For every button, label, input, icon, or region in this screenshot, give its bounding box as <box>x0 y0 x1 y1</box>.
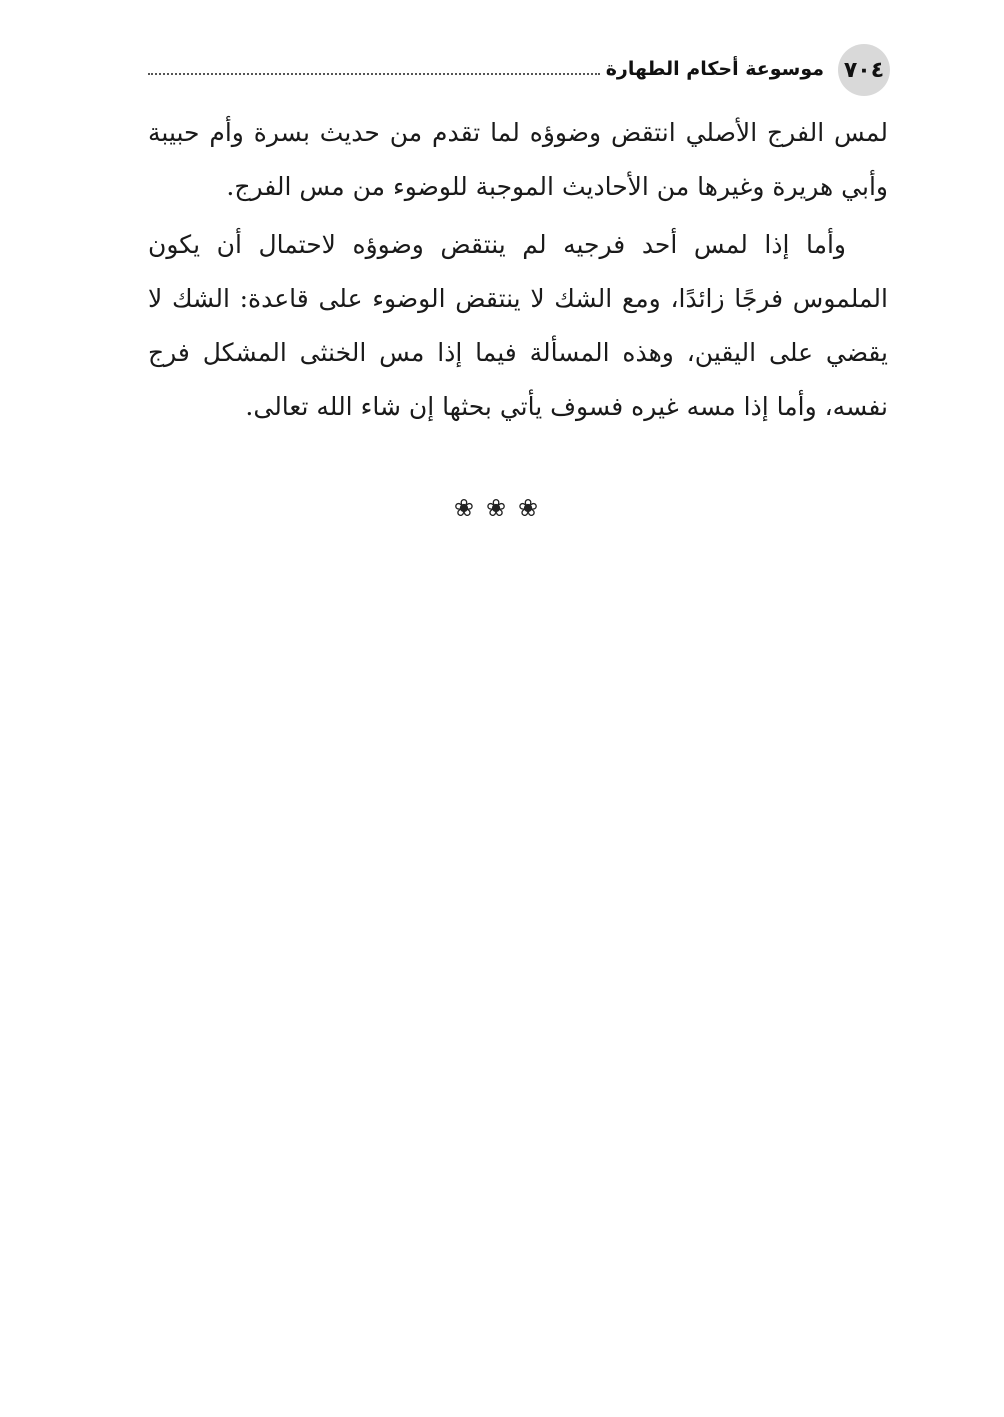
page-number: ٧٠٤ <box>843 57 885 83</box>
page-header <box>148 44 890 96</box>
header-rule <box>148 58 830 80</box>
paragraph-2: وأما إذا لمس أحد فرجيه لم ينتقض وضوؤه لاحتمال أن يكون الملموس فرجًا زائدًا، ومع الشك لا ينتقض الوضوء على قاعدة: الشك لا يقضي على اليقين، وهذه المسألة فيما إذا مس الخنثى المشكل فرج نفسه، وأما إذا مسه غيره فسوف يأتي بحثها إن شاء الله تعالى. <box>148 230 888 421</box>
section-end-ornament <box>0 494 1004 522</box>
dotted-leader-left <box>148 73 600 75</box>
flower-ornament-icon: ❀❀❀ <box>453 494 551 522</box>
page-number-badge <box>838 44 890 96</box>
paragraph-1: لمس الفرج الأصلي انتقض وضوؤه لما تقدم من حديث بسرة وأم حبيبة وأبي هريرة وغيرها من الأحاديث الموجبة للوضوء من مس الفرج. <box>148 118 888 201</box>
running-title: موسوعة أحكام الطهارة <box>605 58 824 80</box>
body-text <box>148 106 888 434</box>
